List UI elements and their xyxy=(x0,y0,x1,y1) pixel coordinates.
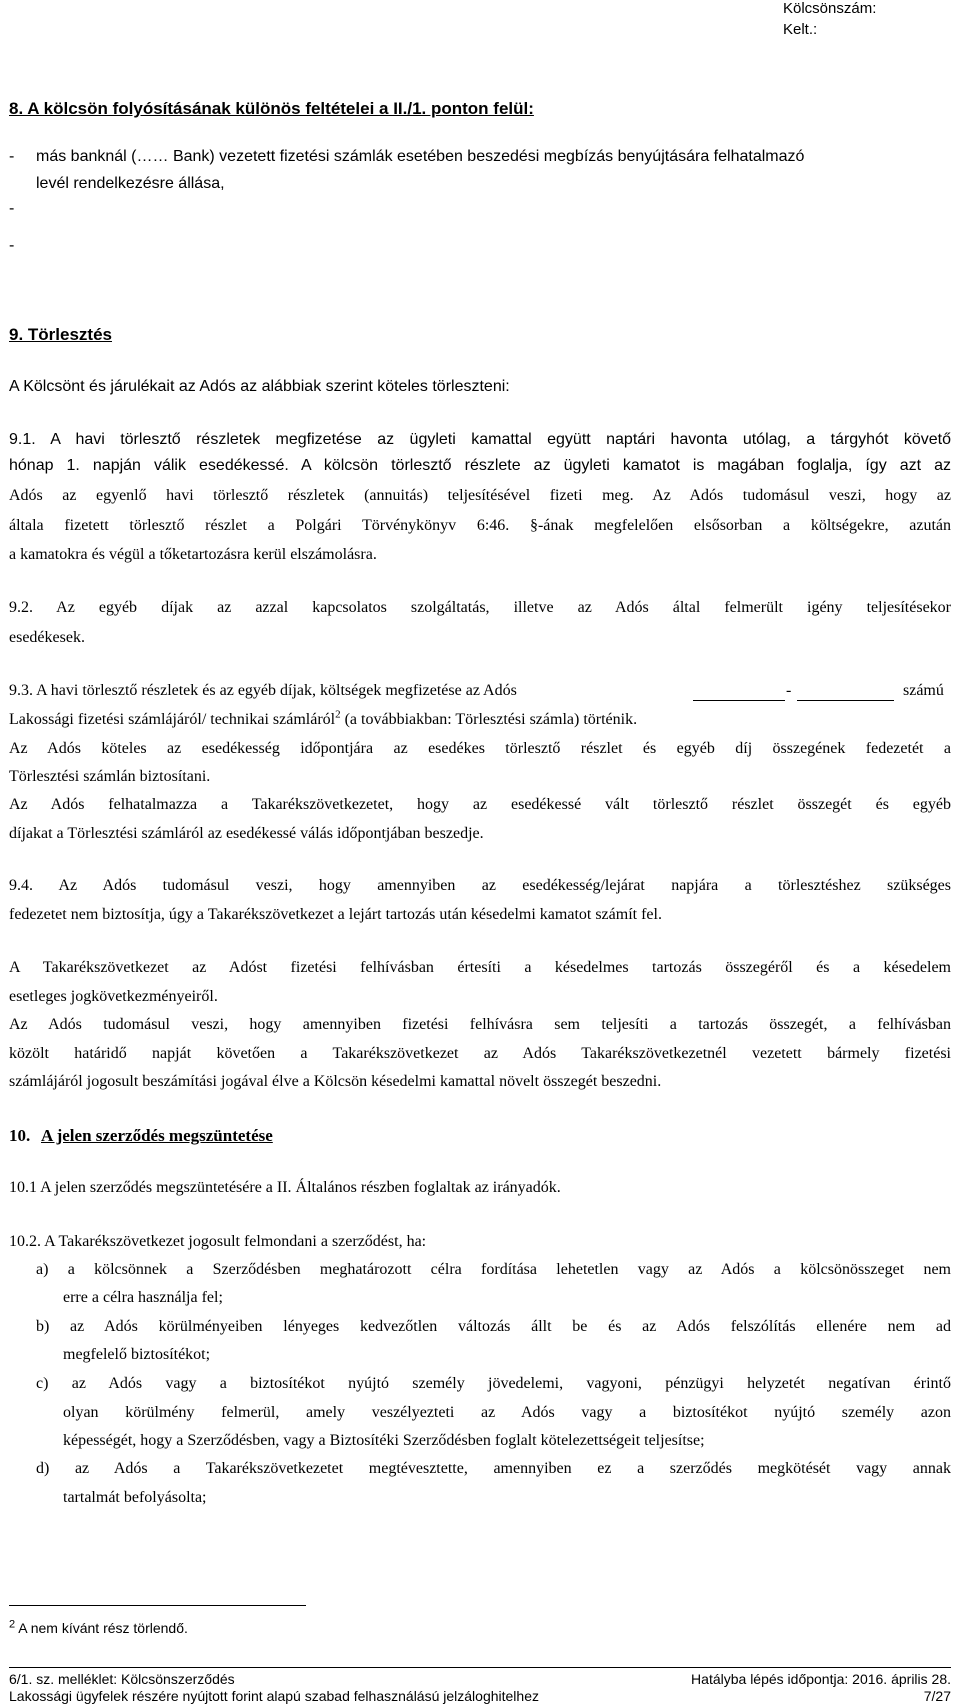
s9-6-line3: számlájáról jogosult beszámítási jogával élve a Kölcsön késedelmi kamattal növelt összegét beszedni. xyxy=(9,1073,662,1090)
s10-2-c-line3: képességét, hogy a Szerződésben, vagy a Biztosítéki Szerződésben foglalt kötelezettségeit teljesítse; xyxy=(63,1432,705,1449)
s8-item2-dash: - xyxy=(9,200,15,217)
s10-2: 10.2. A Takarékszövetkezet jogosult felmondani a szerződést, ha: xyxy=(9,1233,427,1250)
s8-item3-dash: - xyxy=(9,237,15,254)
s10-2-a-line1: a) a kölcsönnek a Szerződésben meghatározott célra fordítása lehetetlen vagy az Adós a kölcsönösszeget nem xyxy=(36,1261,951,1278)
s9-1-line5: a kamatokra és végül a tőketartozásra kerül elszámolásra. xyxy=(9,546,377,563)
s10-2-a-line2: erre a célra használja fel; xyxy=(63,1289,223,1306)
s9-1-line1: 9.1. A havi törlesztő részletek megfizetése az ügyleti kamattal együtt naptári havonta utólag, a tárgyhót követő xyxy=(9,431,951,448)
footer-left-line1: 6/1. sz. melléklet: Kölcsönszerződés xyxy=(9,1671,235,1687)
s10-2-d-line1: d) az Adós a Takarékszövetkezetet megtévesztette, amennyiben ez a szerződés megkötését vagy annak xyxy=(36,1460,951,1477)
s9-1-line3: Adós az egyenlő havi törlesztő részletek (annuitás) teljesítésével fizeti meg. Az Adós tudomásul veszi, hogy az xyxy=(9,487,951,504)
s9-5-line2: esetleges jogkövetkezményeiről. xyxy=(9,988,218,1005)
s10-2-b-line2: megfelelő biztosítékot; xyxy=(63,1346,211,1363)
s8-item1-line1: más banknál (…… Bank) vezetett fizetési számlák esetében beszedési megbízás benyújtására felhatalmazó xyxy=(36,148,805,165)
s9-3-line1-text: 9.3. A havi törlesztő részletek és az egyéb díjak, költségek megfizetése az Adós xyxy=(9,682,517,699)
s9-1-line2: hónap 1. napján válik esedékessé. A kölcsön törlesztő részlete az ügyleti kamatot is magában foglalja, így azt az xyxy=(9,457,951,474)
account-number-blank-2 xyxy=(797,700,894,701)
footnote-text: A nem kívánt rész törlendő. xyxy=(15,1620,188,1636)
s10-2-d-line2: tartalmát befolyásolta; xyxy=(63,1489,207,1506)
s9-3-line2-b: (a továbbiakban: Törlesztési számla) történik. xyxy=(340,711,638,728)
footnote-ref-2: 2 xyxy=(335,708,341,721)
s9-4-line1: 9.4. Az Adós tudomásul veszi, hogy amennyiben az esedékesség/lejárat napjára a törlesztéshez szükséges xyxy=(9,877,951,894)
s9-3-line2 xyxy=(9,708,638,729)
s9-6-line1: Az Adós tudomásul veszi, hogy amennyiben fizetési felhívásra sem teljesíti a tartozás összegét, a felhívásban xyxy=(9,1016,951,1033)
footer-left-line2: Lakossági ügyfelek részére nyújtott forint alapú szabad felhasználású jelzáloghitelhez xyxy=(9,1688,539,1704)
s9-intro: A Kölcsönt és járulékait az Adós az alábbiak szerint köteles törleszteni: xyxy=(9,378,510,395)
s9-3-line1-end: számú xyxy=(903,682,944,699)
s10-2-b-line1: b) az Adós körülményeiben lényeges kedvezőtlen változás állt be és az Adós felszólítás ellenére nem ad xyxy=(36,1318,951,1335)
footer-separator xyxy=(9,1667,951,1668)
s8-item1-dash: - xyxy=(9,148,15,165)
footer-right-line1: Hatályba lépés időpontja: 2016. április 28. xyxy=(691,1671,951,1687)
section-8-title: 8. A kölcsön folyósításának különös feltételei a II./1. ponton felül: xyxy=(9,99,534,118)
s9-4-line2: fedezetet nem biztosítja, úgy a Takarékszövetkezet a lejárt tartozás után késedelmi kamatot számít fel. xyxy=(9,906,662,923)
footnote-separator xyxy=(9,1605,306,1606)
s9-3-line4: Törlesztési számlán biztosítani. xyxy=(9,768,211,785)
account-number-blank-1 xyxy=(693,700,785,701)
s8-item1-line2: levél rendelkezésre állása, xyxy=(36,175,225,192)
s10-2-c-line2: olyan körülmény felmerül, amely veszélyezteti az Adós vagy a biztosítékot nyújtó személy azon xyxy=(63,1404,951,1421)
section-9-title: 9. Törlesztés xyxy=(9,325,112,344)
s9-3-line6: díjakat a Törlesztési számláról az esedékessé válás időpontjában beszedje. xyxy=(9,825,484,842)
s9-2-line2: esedékesek. xyxy=(9,629,85,646)
page-number: 7/27 xyxy=(923,1688,951,1704)
loan-number-label: Kölcsönszám: xyxy=(783,0,877,17)
s10-1: 10.1 A jelen szerződés megszüntetésére a II. Általános részben foglaltak az irányadók. xyxy=(9,1179,561,1196)
section-10-number: 10. xyxy=(9,1126,31,1145)
s10-2-c-line1: c) az Adós vagy a biztosítékot nyújtó személy jövedelemi, vagyoni, pénzügyi helyzetét negatívan érintő xyxy=(36,1375,951,1392)
section-10-title: A jelen szerződés megszüntetése xyxy=(41,1126,273,1145)
s9-2-line1: 9.2. Az egyéb díjak az azzal kapcsolatos szolgáltatás, illetve az Adós által felmerült igény teljesítésekor xyxy=(9,599,951,616)
s9-1-line4: általa fizetett törlesztő részlet a Polgári Törvénykönyv 6:46. §-ának megfelelően elsősorban a költségekre, azután xyxy=(9,517,951,534)
date-label: Kelt.: xyxy=(783,21,818,38)
s9-3-line1-dash: - xyxy=(786,682,792,699)
s9-6-line2: közölt határidő napját követően a Takarékszövetkezet az Adós Takarékszövetkezetnél vezetett bármely fizetési xyxy=(9,1045,951,1062)
s9-3-line3: Az Adós köteles az esedékesség időpontjára az esedékes törlesztő részlet és egyéb díj összegének fedezetét a xyxy=(9,740,951,757)
s9-5-line1: A Takarékszövetkezet az Adóst fizetési felhívásban értesíti a késedelmes tartozás összegéről és a késedelem xyxy=(9,959,951,976)
footnote-2 xyxy=(9,1620,188,1636)
footnote-number: 2 xyxy=(9,1618,16,1631)
s9-3-line5: Az Adós felhatalmazza a Takarékszövetkezetet, hogy az esedékessé vált törlesztő részlet összegét és egyéb xyxy=(9,796,951,813)
s9-3-line2-a: Lakossági fizetési számlájáról/ technikai számláról xyxy=(9,711,336,728)
